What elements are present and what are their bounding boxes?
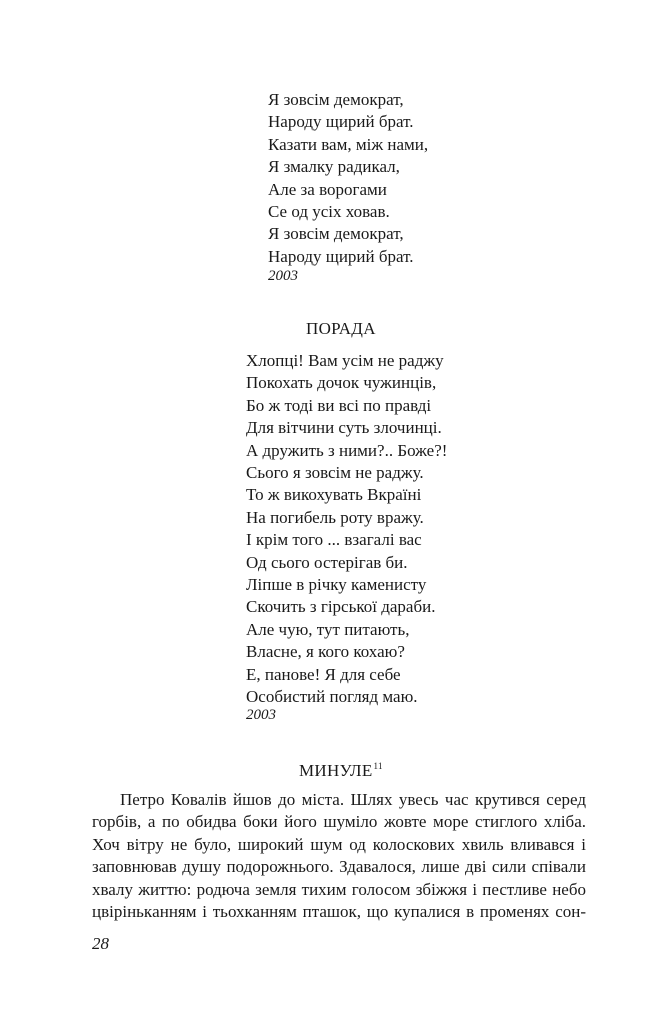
poem-line: Для вітчини суть злочинці. <box>246 418 442 438</box>
poem-line: Народу щирий брат. <box>268 112 414 132</box>
poem-line: Од сього остерігав би. <box>246 552 408 572</box>
footnote-mark: 11 <box>373 761 383 771</box>
poem-line: Особистий погляд маю. <box>246 687 418 707</box>
prose-line: горбів, а по обидва боки його шуміло жовте море стиглого хліба. <box>92 812 586 832</box>
poem-2-year: 2003 <box>246 707 276 723</box>
prose-line: заповнював душу подорожнього. Здавалося, лише дві сили співали <box>92 857 586 877</box>
prose-line: Петро Ковалів йшов до міста. Шлях увесь час крутився серед <box>120 790 586 809</box>
poem-line: Казати вам, між нами, <box>268 134 429 154</box>
poem-line: Покохать дочок чужинців, <box>246 373 437 393</box>
poem-2-title: ПОРАДА <box>306 319 376 338</box>
poem-line: Народу щирий брат. <box>268 246 414 266</box>
poem-line: На погибель роту вражу. <box>246 507 424 527</box>
poem-line: То ж викохувать Вкраїні <box>246 485 422 505</box>
poem-line: А дружить з ними?.. Боже?! <box>246 440 448 460</box>
prose-line: цвірінькaнням і тьохканням пташок, що купалися в променях сон- <box>92 902 586 922</box>
poem-line: Скочить з гірської дараби. <box>246 597 436 617</box>
poem-line: Я змалку радикал, <box>268 157 400 177</box>
poem-line: І крім того ... взагалі вас <box>246 530 422 550</box>
story-paragraph <box>92 789 586 923</box>
poem-line: Я зовсім демократ, <box>268 90 404 109</box>
poem-line: Ліпше в річку каменисту <box>246 575 427 595</box>
poem-line: Хлопці! Вам усім не раджу <box>246 351 444 370</box>
poem-line: Власне, я кого кохаю? <box>246 642 405 662</box>
poem-line: Сього я зовсім не раджу. <box>246 463 424 483</box>
poem-1-year: 2003 <box>268 268 298 284</box>
poem-line: Е, панове! Я для себе <box>246 664 401 684</box>
poem-line: Але чую, тут питають, <box>246 619 410 639</box>
page-number: 28 <box>92 934 109 953</box>
poem-line: Я зовсім демократ, <box>268 224 404 244</box>
poem-1-stanza <box>268 89 428 268</box>
poem-line: Бо ж тоді ви всі по правді <box>246 395 432 415</box>
prose-line: хвалу життю: родюча земля тихим голосом збіжжя і пестливе небо <box>92 879 586 899</box>
poem-line: Се од усіх ховав. <box>268 202 390 222</box>
poem-2-stanza <box>246 350 447 709</box>
prose-line: Хоч вітру не було, широкий шум од колоскових хвиль вливався і <box>92 834 586 854</box>
story-title <box>299 756 383 781</box>
story-title-text: МИНУЛЕ <box>299 761 373 780</box>
poem-line: Але за ворогами <box>268 179 387 199</box>
